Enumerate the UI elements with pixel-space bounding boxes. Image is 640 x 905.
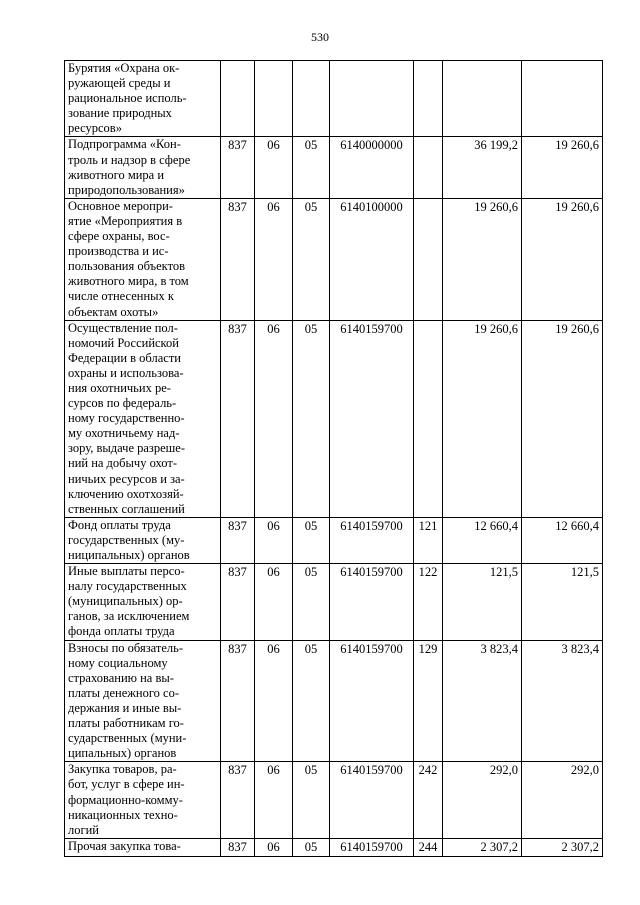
row-name-line: троль и надзор в сфере [68, 152, 191, 167]
table-row [65, 564, 603, 640]
expense-type-code-cell: 122 [414, 564, 443, 640]
row-name-line: числе отнесенных к [68, 289, 175, 304]
row-name-line: ружающей среды и [68, 76, 171, 91]
row-name-line: Осуществление пол- [68, 320, 178, 335]
expense-type-code-cell [414, 137, 443, 198]
subsection-code-cell: 05 [293, 762, 330, 838]
section-code-cell: 06 [255, 198, 293, 320]
row-name-cell [65, 564, 221, 640]
ministry-code-cell: 837 [221, 198, 255, 320]
subsection-code-cell: 05 [293, 137, 330, 198]
subsection-code-cell [293, 61, 330, 137]
ministry-code-cell: 837 [221, 762, 255, 838]
section-code-cell: 06 [255, 517, 293, 563]
amount-second-cell: 292,0 [522, 762, 603, 838]
row-name-line: ному социальному [68, 655, 168, 670]
row-name-line: ственных соглашений [68, 501, 185, 516]
amount-first-cell [443, 61, 522, 137]
amount-second-cell [522, 61, 603, 137]
row-name-line: Основное меропри- [68, 198, 173, 213]
amount-second-cell: 2 307,2 [522, 838, 603, 856]
row-name-line: рациональное исполь- [68, 91, 187, 106]
row-name-line: производства и ис- [68, 244, 169, 259]
amount-first-cell: 12 660,4 [443, 517, 522, 563]
row-name-line: бот, услуг в сфере ин- [68, 777, 185, 792]
table-row [65, 320, 603, 517]
row-name-line: животного мира, в том [68, 274, 189, 289]
page-number: 530 [311, 30, 329, 44]
ministry-code-cell: 837 [221, 517, 255, 563]
row-name-line: пользования объектов [68, 259, 186, 274]
row-name-line: Прочая закупка това- [68, 838, 181, 853]
row-name-cell [65, 61, 221, 137]
section-code-cell: 06 [255, 137, 293, 198]
subsection-code-cell: 05 [293, 320, 330, 517]
amount-second-cell: 12 660,4 [522, 517, 603, 563]
ministry-code-cell: 837 [221, 320, 255, 517]
row-name-line: Подпрограмма «Кон- [68, 137, 181, 152]
section-code-cell: 06 [255, 640, 293, 762]
subsection-code-cell: 05 [293, 198, 330, 320]
row-name-cell [65, 137, 221, 198]
row-name-line: животного мира и [68, 167, 165, 182]
expense-type-code-cell: 242 [414, 762, 443, 838]
row-name-line: платы работникам го- [68, 716, 184, 731]
row-name-line: природопользования» [68, 182, 185, 197]
expense-type-code-cell: 129 [414, 640, 443, 762]
table-row [65, 61, 603, 137]
table-row [65, 838, 603, 856]
amount-first-cell: 19 260,6 [443, 198, 522, 320]
expense-type-code-cell [414, 320, 443, 517]
amount-first-cell: 36 199,2 [443, 137, 522, 198]
amount-second-cell: 121,5 [522, 564, 603, 640]
row-name-line: зование природных [68, 106, 172, 121]
ministry-code-cell: 837 [221, 137, 255, 198]
amount-first-cell: 19 260,6 [443, 320, 522, 517]
expense-type-code-cell [414, 198, 443, 320]
target-article-code-cell: 6140100000 [330, 198, 414, 320]
table-row [65, 517, 603, 563]
row-name-cell [65, 517, 221, 563]
ministry-code-cell [221, 61, 255, 137]
budget-table [64, 60, 603, 857]
row-name-line: ганов, за исключением [68, 609, 190, 624]
row-name-line: формационно-комму- [68, 792, 183, 807]
amount-second-cell: 19 260,6 [522, 320, 603, 517]
row-name-line: государственных (му- [68, 532, 185, 547]
target-article-code-cell: 6140159700 [330, 762, 414, 838]
row-name-line: Бурятия «Охрана ок- [68, 61, 180, 75]
amount-first-cell: 292,0 [443, 762, 522, 838]
row-name-cell [65, 320, 221, 517]
subsection-code-cell: 05 [293, 838, 330, 856]
table-row [65, 137, 603, 198]
target-article-code-cell: 6140159700 [330, 640, 414, 762]
target-article-code-cell: 6140159700 [330, 838, 414, 856]
row-name-line: логий [68, 822, 99, 837]
subsection-code-cell: 05 [293, 640, 330, 762]
amount-second-cell: 3 823,4 [522, 640, 603, 762]
row-name-line: фонда оплаты труда [68, 624, 175, 639]
target-article-code-cell: 6140000000 [330, 137, 414, 198]
section-code-cell [255, 61, 293, 137]
target-article-code-cell [330, 61, 414, 137]
row-name-line: ний на добычу охот- [68, 456, 178, 471]
row-name-line: Иные выплаты персо- [68, 564, 185, 579]
row-name-line: ключению охотхозяй- [68, 486, 184, 501]
row-name-line: ничьих ресурсов и за- [68, 471, 185, 486]
row-name-line: страхованию на вы- [68, 670, 174, 685]
subsection-code-cell: 05 [293, 564, 330, 640]
section-code-cell: 06 [255, 564, 293, 640]
row-name-line: держания и иные вы- [68, 700, 182, 715]
row-name-line: Федерации в области [68, 350, 181, 365]
ministry-code-cell: 837 [221, 640, 255, 762]
expense-type-code-cell: 244 [414, 838, 443, 856]
row-name-cell [65, 838, 221, 856]
row-name-line: Фонд оплаты труда [68, 517, 171, 532]
row-name-line: платы денежного со- [68, 685, 180, 700]
row-name-line: номочий Российской [68, 335, 179, 350]
expense-type-code-cell: 121 [414, 517, 443, 563]
row-name-cell [65, 762, 221, 838]
amount-second-cell: 19 260,6 [522, 198, 603, 320]
row-name-line: ресурсов» [68, 121, 122, 136]
section-code-cell: 06 [255, 838, 293, 856]
ministry-code-cell: 837 [221, 838, 255, 856]
row-name-line: ниципальных) органов [68, 548, 190, 562]
row-name-line: сурсов по федераль- [68, 396, 177, 411]
target-article-code-cell: 6140159700 [330, 320, 414, 517]
row-name-line: му охотничьему над- [68, 426, 180, 441]
row-name-line: сударственных (муни- [68, 731, 187, 746]
section-code-cell: 06 [255, 762, 293, 838]
expense-type-code-cell [414, 61, 443, 137]
row-name-cell [65, 640, 221, 762]
row-name-line: налу государственных [68, 579, 187, 594]
subsection-code-cell: 05 [293, 517, 330, 563]
row-name-line: Взносы по обязатель- [68, 640, 183, 655]
section-code-cell: 06 [255, 320, 293, 517]
table-row [65, 762, 603, 838]
table-row [65, 640, 603, 762]
row-name-line: охраны и использова- [68, 365, 184, 380]
row-name-line: объектам охоты» [68, 304, 159, 319]
target-article-code-cell: 6140159700 [330, 564, 414, 640]
row-name-cell [65, 198, 221, 320]
amount-first-cell: 121,5 [443, 564, 522, 640]
row-name-line: Закупка товаров, ра- [68, 762, 177, 777]
row-name-line: ятие «Мероприятия в [68, 213, 183, 228]
row-name-line: сфере охраны, вос- [68, 229, 170, 244]
amount-first-cell: 3 823,4 [443, 640, 522, 762]
row-name-line: никационных техно- [68, 807, 178, 822]
row-name-line: ному государственно- [68, 411, 185, 426]
ministry-code-cell: 837 [221, 564, 255, 640]
row-name-line: ния охотничьих ре- [68, 380, 171, 395]
row-name-line: ципальных) органов [68, 746, 177, 761]
row-name-line: зору, выдаче разреше- [68, 441, 185, 456]
amount-first-cell: 2 307,2 [443, 838, 522, 856]
table-row [65, 198, 603, 320]
amount-second-cell: 19 260,6 [522, 137, 603, 198]
row-name-line: (муниципальных) ор- [68, 594, 183, 609]
target-article-code-cell: 6140159700 [330, 517, 414, 563]
